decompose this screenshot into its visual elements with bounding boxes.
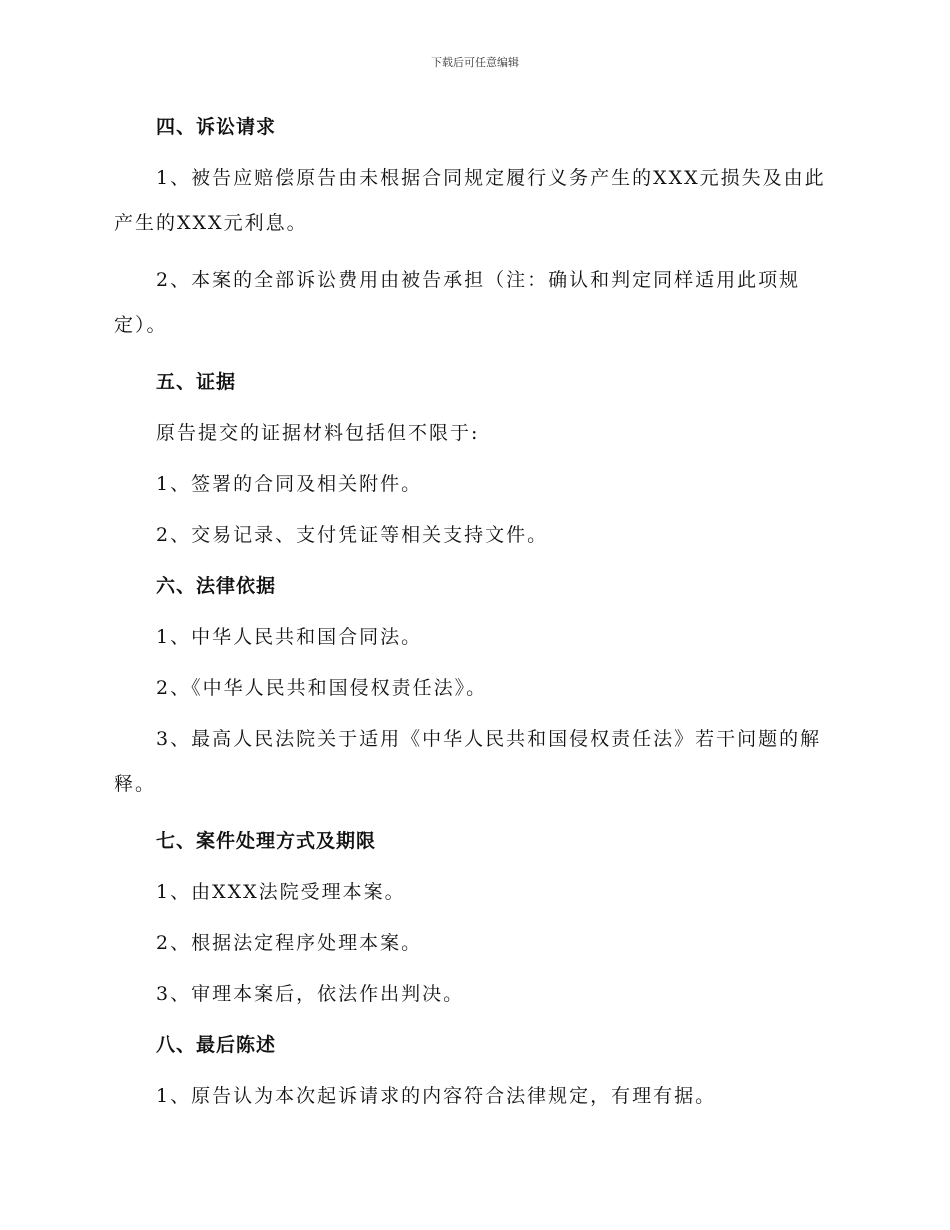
document-body [114, 110, 830, 1113]
claims-item-1: 1、被告应赔偿原告由未根据合同规定履行义务产生的XXX元损失及由此产生的XXX元利息。 [114, 167, 826, 234]
page-header: 下载后可任意编辑 [431, 56, 519, 69]
handling-item-1: 1、由XXX法院受理本案。 [156, 881, 406, 903]
evidence-item-1: 1、签署的合同及相关附件。 [156, 473, 423, 495]
claims-item-2: 2、本案的全部诉讼费用由被告承担（注：确认和判定同样适用此项规定）。 [114, 269, 801, 336]
section-heading-final-statement: 八、最后陈述 [156, 1034, 277, 1056]
evidence-intro: 原告提交的证据材料包括但不限于: [156, 422, 480, 444]
legal-basis-item-1: 1、中华人民共和国合同法。 [156, 626, 423, 648]
section-heading-legal-basis: 六、法律依据 [156, 575, 277, 597]
section-heading-claims: 四、诉讼请求 [156, 116, 277, 138]
final-statement-item-1: 1、原告认为本次起诉请求的内容符合法律规定，有理有据。 [156, 1085, 717, 1107]
section-heading-evidence: 五、证据 [156, 371, 237, 393]
legal-basis-item-2: 2、《中华人民共和国侵权责任法》。 [156, 677, 488, 699]
legal-basis-item-3: 3、最高人民法院关于适用《中华人民共和国侵权责任法》若干问题的解释。 [114, 728, 822, 795]
section-heading-handling: 七、案件处理方式及期限 [156, 830, 377, 852]
handling-item-2: 2、根据法定程序处理本案。 [156, 932, 423, 954]
handling-item-3: 3、审理本案后，依法作出判决。 [156, 983, 465, 1005]
evidence-item-2: 2、交易记录、支付凭证等相关支持文件。 [156, 524, 549, 546]
